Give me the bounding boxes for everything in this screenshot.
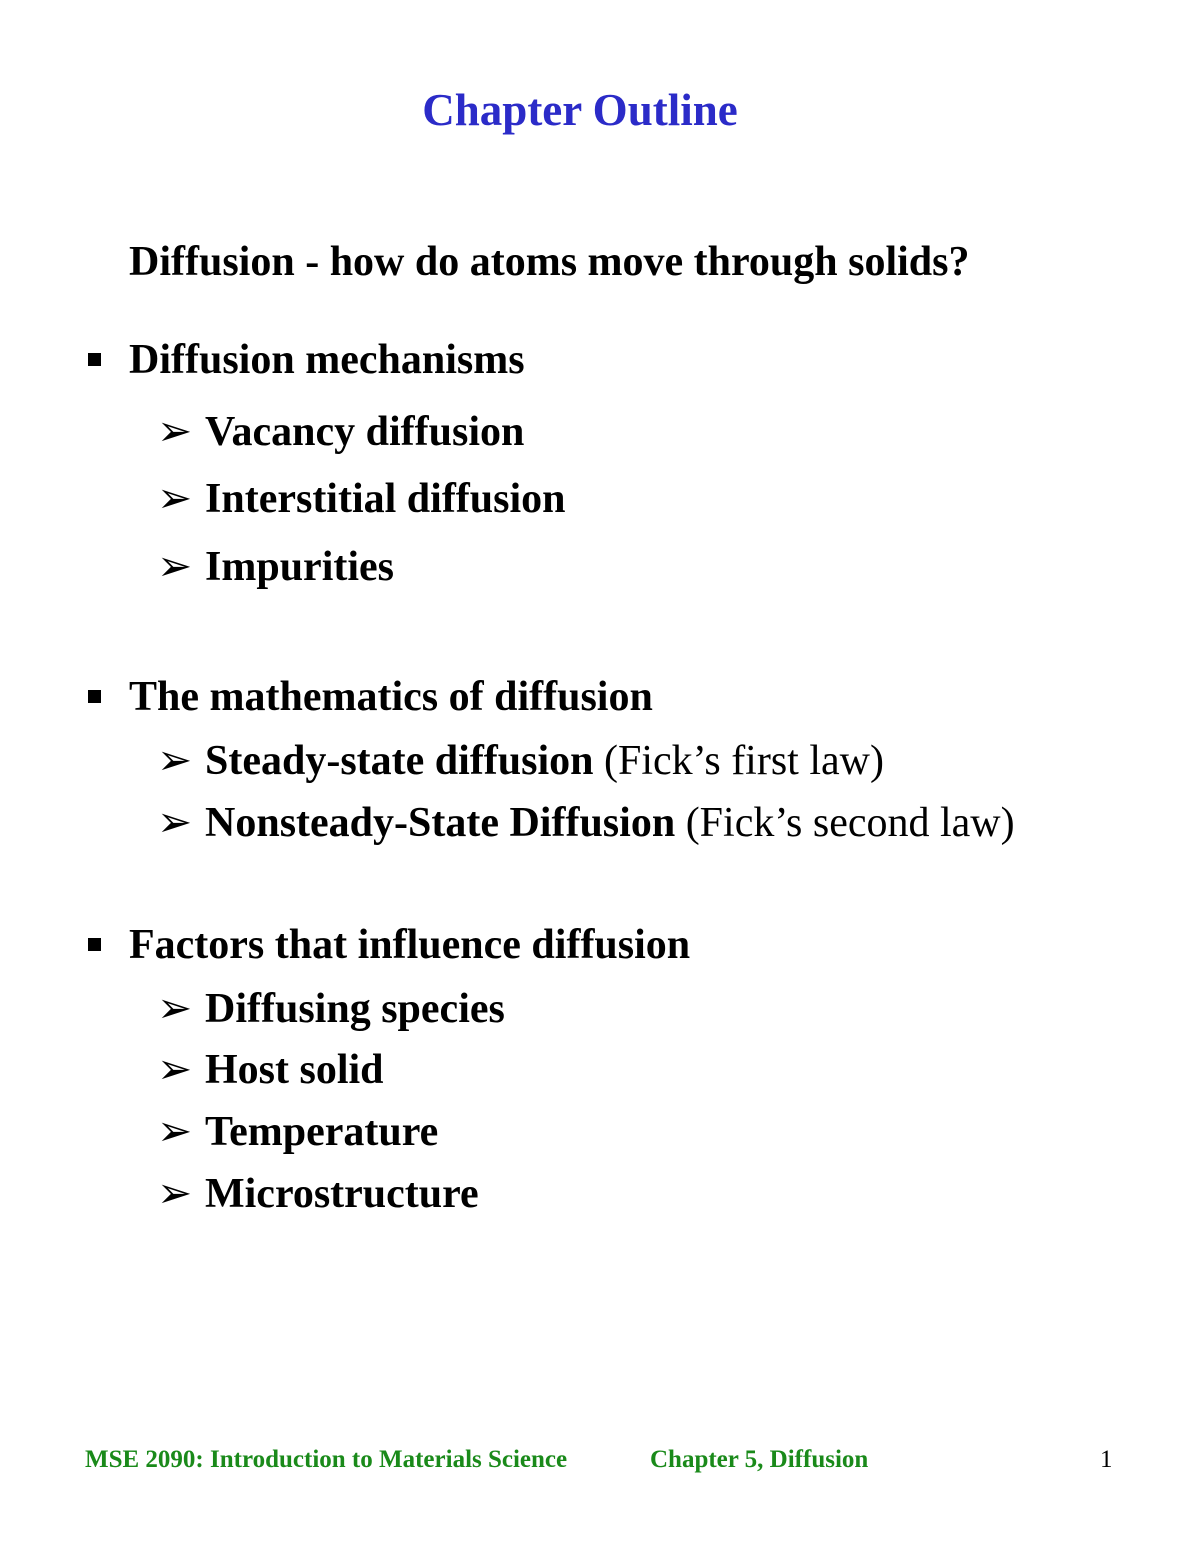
arrow-bullet-icon: ➢	[157, 544, 193, 590]
list-item: ➢ Interstitial diffusion	[157, 473, 566, 523]
arrow-bullet-icon: ➢	[157, 476, 193, 522]
arrow-bullet-icon: ➢	[157, 1109, 193, 1155]
footer-course: MSE 2090: Introduction to Materials Science	[85, 1446, 568, 1473]
arrow-bullet-icon: ➢	[157, 1171, 193, 1217]
list-item: ➢ Microstructure	[157, 1168, 479, 1218]
arrow-bullet-icon: ➢	[157, 409, 193, 455]
list-item: ➢ Vacancy diffusion	[157, 406, 524, 456]
square-bullet-icon	[88, 938, 101, 951]
list-item: ➢ Host solid	[157, 1044, 384, 1094]
section-heading-mechanisms: Diffusion mechanisms	[88, 336, 525, 384]
section-heading-factors: Factors that influence diffusion	[88, 921, 690, 969]
arrow-bullet-icon: ➢	[157, 1047, 193, 1093]
list-item: ➢ Temperature	[157, 1106, 438, 1156]
page-title: Chapter Outline	[422, 85, 738, 135]
page-number: 1	[1100, 1446, 1113, 1473]
square-bullet-icon	[88, 690, 101, 703]
section-heading-mathematics: The mathematics of diffusion	[88, 673, 653, 721]
arrow-bullet-icon: ➢	[157, 800, 193, 846]
page-subtitle: Diffusion - how do atoms move through solids?	[129, 239, 970, 285]
arrow-bullet-icon: ➢	[157, 738, 193, 784]
square-bullet-icon	[88, 353, 101, 366]
list-item: ➢ Diffusing species	[157, 983, 505, 1033]
list-item: ➢ Nonsteady-State Diffusion (Fick’s second law)	[157, 797, 1015, 847]
arrow-bullet-icon: ➢	[157, 986, 193, 1032]
list-item: ➢ Impurities	[157, 541, 394, 591]
footer-chapter: Chapter 5, Diffusion	[650, 1446, 869, 1473]
list-item: ➢ Steady-state diffusion (Fick’s first law)	[157, 735, 884, 785]
